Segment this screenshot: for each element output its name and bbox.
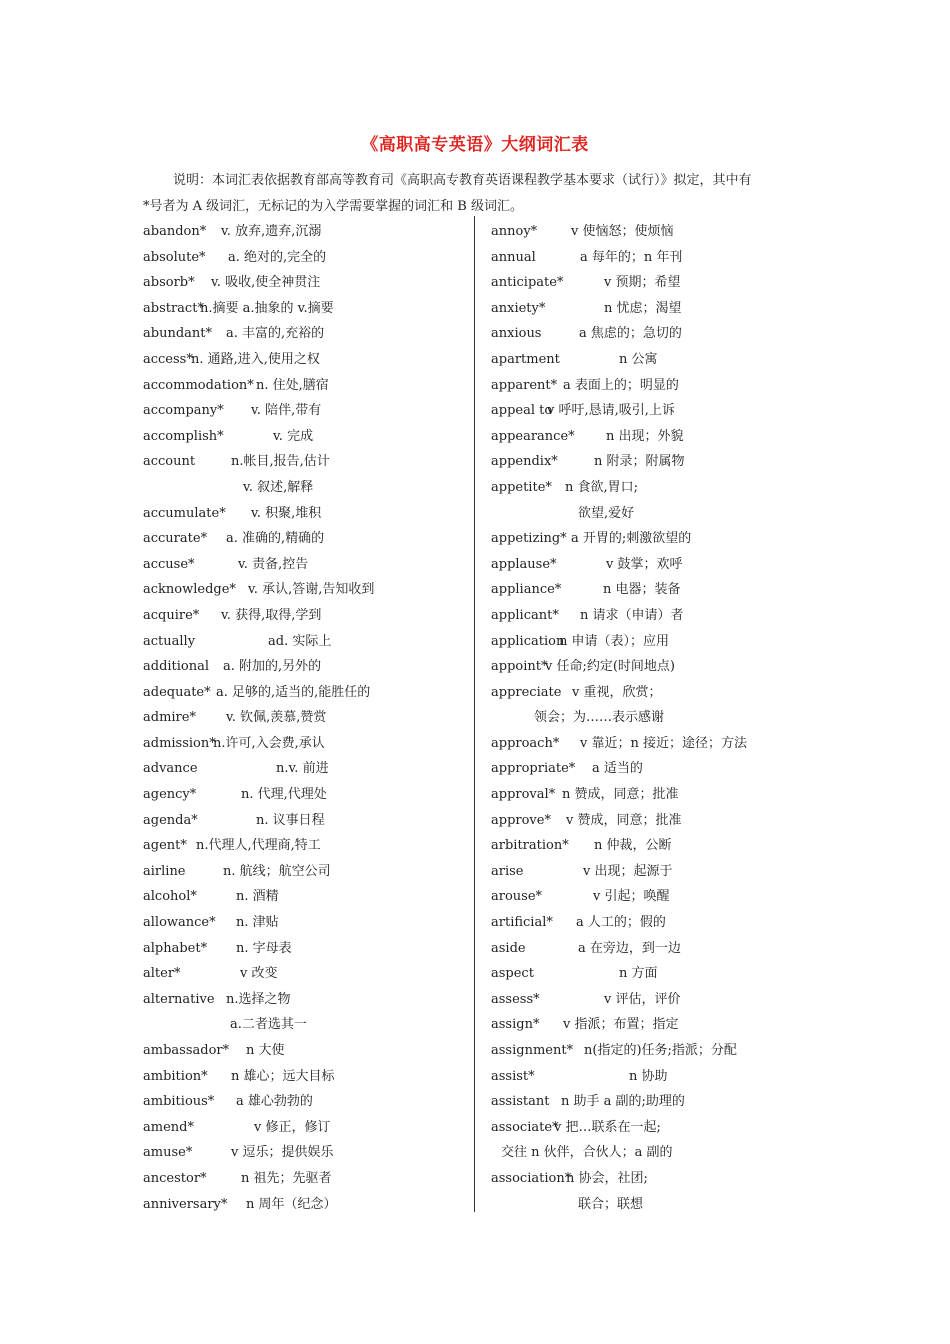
entry-word: association* bbox=[491, 1170, 572, 1186]
entry-word: apartment bbox=[491, 351, 560, 367]
vocab-entry bbox=[491, 654, 821, 680]
vocab-entry bbox=[143, 1089, 473, 1115]
entry-definition: a 在旁边，到一边 bbox=[578, 940, 681, 956]
entry-definition: v. 获得,取得,学到 bbox=[221, 607, 322, 623]
entry-word: acquire* bbox=[143, 607, 200, 623]
entry-definition: n. 代理,代理处 bbox=[241, 787, 327, 803]
vocab-entry bbox=[491, 603, 821, 629]
entry-definition: n. 酒精 bbox=[236, 889, 279, 905]
vocab-entry bbox=[143, 1166, 473, 1192]
entry-word: applicant* bbox=[491, 607, 559, 623]
entry-definition: n 公寓 bbox=[619, 351, 658, 367]
entry-definition: n 食欲,胃口; bbox=[565, 479, 639, 495]
entry-word: assess* bbox=[491, 991, 540, 1007]
entry-word: additional bbox=[143, 659, 210, 675]
vocab-entry bbox=[143, 475, 473, 501]
entry-word: amuse* bbox=[143, 1145, 193, 1161]
entry-definition: a 每年的；n 年刊 bbox=[580, 249, 683, 265]
vocab-entry bbox=[143, 245, 473, 271]
entry-word: appetizing* bbox=[491, 531, 567, 547]
intro-paragraph bbox=[143, 168, 811, 220]
vocab-entry bbox=[143, 1038, 473, 1064]
entry-definition: n 赞成，同意；批准 bbox=[562, 787, 679, 803]
entry-definition: 交往 n 伙伴，合伙人；a 副的 bbox=[501, 1145, 673, 1161]
vocab-entry bbox=[143, 526, 473, 552]
entry-word: allowance* bbox=[143, 915, 216, 931]
entry-word: acknowledge* bbox=[143, 582, 236, 598]
vocab-entry bbox=[143, 296, 473, 322]
entry-definition: v 使恼怒；使烦恼 bbox=[571, 224, 674, 239]
vocab-entry bbox=[143, 629, 473, 655]
vocab-entry bbox=[491, 884, 821, 910]
vocab-entry bbox=[491, 1115, 821, 1141]
vocab-entry bbox=[143, 219, 473, 245]
entry-word: admire* bbox=[143, 710, 196, 726]
vocab-entry bbox=[143, 449, 473, 475]
entry-word: application bbox=[491, 633, 565, 649]
entry-word: ambassador* bbox=[143, 1043, 230, 1058]
entry-word: admission* bbox=[143, 735, 216, 751]
entry-definition: v 逗乐；提供娱乐 bbox=[231, 1145, 334, 1161]
entry-definition: n.选择之物 bbox=[226, 991, 291, 1007]
entry-word: adequate* bbox=[143, 684, 211, 700]
entry-word: anniversary* bbox=[143, 1196, 228, 1212]
vocab-column-right bbox=[491, 219, 821, 1217]
entry-word: associate* bbox=[491, 1119, 559, 1135]
vocab-entry bbox=[491, 552, 821, 578]
entry-word: approval* bbox=[491, 787, 556, 803]
entry-definition: v. 陪伴,带有 bbox=[251, 403, 322, 419]
entry-definition: v 靠近；n 接近；途径；方法 bbox=[580, 735, 747, 751]
entry-definition: v. 叙述,解释 bbox=[243, 479, 314, 495]
vocab-entry bbox=[143, 961, 473, 987]
vocab-entry bbox=[143, 705, 473, 731]
vocab-entry bbox=[491, 629, 821, 655]
entry-definition: a. 丰富的,充裕的 bbox=[226, 326, 325, 342]
vocab-entry bbox=[143, 501, 473, 527]
entry-word: annual bbox=[491, 249, 536, 265]
entry-definition: n. 航线；航空公司 bbox=[223, 863, 331, 879]
vocab-entry bbox=[491, 373, 821, 399]
vocab-entry bbox=[491, 475, 821, 501]
entry-word: alter* bbox=[143, 966, 181, 982]
entry-definition: 欲望,爱好 bbox=[578, 505, 635, 521]
vocab-entry bbox=[491, 1038, 821, 1064]
entry-definition: n.摘要 a.抽象的 v.摘要 bbox=[200, 300, 334, 316]
entry-word: agenda* bbox=[143, 812, 198, 828]
entry-definition: n.许可,入会费,承认 bbox=[213, 735, 325, 751]
entry-word: actually bbox=[143, 633, 196, 649]
vocab-entry bbox=[491, 449, 821, 475]
vocab-entry bbox=[143, 552, 473, 578]
vocab-entry bbox=[143, 603, 473, 629]
vocab-entry bbox=[143, 808, 473, 834]
entry-definition: v 赞成，同意；批准 bbox=[566, 812, 682, 828]
entry-word: abstract* bbox=[143, 300, 204, 316]
entry-word: annoy* bbox=[491, 224, 538, 239]
entry-word: account bbox=[143, 454, 196, 470]
vocab-entry bbox=[143, 936, 473, 962]
entry-word: arise bbox=[491, 863, 524, 879]
vocab-entry bbox=[491, 1064, 821, 1090]
entry-definition: 联合；联想 bbox=[578, 1196, 644, 1212]
vocab-entry bbox=[491, 1012, 821, 1038]
entry-definition: a.二者选其一 bbox=[230, 1017, 307, 1033]
vocab-entry bbox=[143, 654, 473, 680]
entry-definition: n 附录；附属物 bbox=[594, 454, 685, 470]
entry-definition: v. 吸收,使全神贯注 bbox=[211, 275, 321, 291]
entry-word: agent* bbox=[143, 838, 187, 854]
entry-definition: n 雄心；远大目标 bbox=[231, 1068, 335, 1084]
vocab-entry bbox=[491, 1089, 821, 1115]
entry-definition: n 祖先；先驱者 bbox=[241, 1170, 332, 1186]
entry-word: alternative bbox=[143, 991, 215, 1007]
vocab-entry bbox=[491, 245, 821, 271]
vocab-entry bbox=[491, 347, 821, 373]
page-title: 《高职高专英语》大纲词汇表 bbox=[361, 135, 589, 155]
vocab-entry bbox=[143, 347, 473, 373]
vocab-entry bbox=[143, 884, 473, 910]
vocab-entry bbox=[143, 833, 473, 859]
vocab-column-left bbox=[143, 219, 473, 1217]
vocab-entry bbox=[491, 1140, 821, 1166]
vocab-entry bbox=[143, 756, 473, 782]
entry-word: approach* bbox=[491, 735, 560, 751]
entry-word: accuse* bbox=[143, 556, 195, 572]
entry-word: appearance* bbox=[491, 428, 575, 444]
entry-word: appreciate bbox=[491, 684, 562, 700]
entry-word: absorb* bbox=[143, 275, 195, 291]
vocab-entry bbox=[143, 987, 473, 1013]
entry-definition: v 改变 bbox=[240, 966, 278, 982]
entry-definition: 领会；为……表示感谢 bbox=[534, 710, 665, 726]
entry-word: absolute* bbox=[143, 249, 206, 265]
entry-word: accomplish* bbox=[143, 428, 224, 444]
entry-word: appoint* bbox=[491, 659, 548, 675]
intro-line: *号者为 A 级词汇，无标记的为入学需要掌握的词汇和 B 级词汇。 bbox=[143, 199, 523, 214]
vocab-entry bbox=[491, 705, 821, 731]
vocab-entry bbox=[143, 731, 473, 757]
entry-definition: n. 字母表 bbox=[236, 940, 292, 956]
entry-word: accommodation* bbox=[143, 377, 254, 393]
entry-definition: n 忧虑；渴望 bbox=[604, 300, 682, 316]
vocab-entry bbox=[143, 1192, 473, 1218]
vocab-entry bbox=[143, 910, 473, 936]
entry-definition: n 电器；装备 bbox=[603, 582, 681, 598]
entry-definition: a 表面上的；明显的 bbox=[563, 377, 679, 393]
vocab-entry bbox=[143, 1064, 473, 1090]
entry-word: accompany* bbox=[143, 403, 224, 419]
entry-definition: v 出现；起源于 bbox=[583, 863, 673, 879]
entry-definition: ad. 实际上 bbox=[268, 633, 332, 649]
entry-definition: n(指定的)任务;指派；分配 bbox=[584, 1043, 737, 1058]
entry-definition: v. 责备,控告 bbox=[238, 556, 309, 572]
vocab-entry bbox=[491, 526, 821, 552]
entry-word: access* bbox=[143, 351, 193, 367]
vocab-entry bbox=[491, 987, 821, 1013]
vocab-entry bbox=[491, 833, 821, 859]
entry-word: amend* bbox=[143, 1119, 194, 1135]
entry-word: assistant bbox=[491, 1094, 550, 1110]
vocab-entry bbox=[491, 756, 821, 782]
vocab-entry bbox=[491, 219, 821, 245]
vocab-entry bbox=[143, 1140, 473, 1166]
entry-word: appliance* bbox=[491, 582, 562, 598]
entry-definition: v. 积聚,堆积 bbox=[251, 505, 322, 521]
entry-definition: a. 足够的,适当的,能胜任的 bbox=[216, 684, 371, 700]
entry-word: aside bbox=[491, 940, 526, 956]
entry-definition: v. 完成 bbox=[273, 428, 314, 444]
intro-line: 说明：本词汇表依据教育部高等教育司《高职高专教育英语课程教学基本要求（试行）》拟定，其中有 bbox=[173, 173, 752, 188]
entry-word: applause* bbox=[491, 556, 557, 572]
entry-word: ambition* bbox=[143, 1068, 208, 1084]
column-divider bbox=[474, 216, 475, 1212]
entry-word: anxiety* bbox=[491, 300, 546, 316]
vocab-entry bbox=[143, 1115, 473, 1141]
vocab-entry bbox=[491, 808, 821, 834]
vocab-entry bbox=[143, 321, 473, 347]
entry-definition: v 把…联系在一起; bbox=[554, 1119, 661, 1135]
entry-definition: n 助手 a 副的;助理的 bbox=[561, 1094, 685, 1110]
entry-word: airline bbox=[143, 863, 186, 879]
entry-word: anticipate* bbox=[491, 275, 564, 291]
vocab-entry bbox=[491, 424, 821, 450]
entry-definition: a. 附加的,另外的 bbox=[223, 659, 322, 675]
entry-definition: n 协会，社团; bbox=[566, 1170, 648, 1186]
entry-definition: a 人工的；假的 bbox=[576, 915, 666, 931]
vocab-entry bbox=[491, 961, 821, 987]
entry-definition: a 雄心勃勃的 bbox=[236, 1094, 313, 1110]
entry-definition: v 预期；希望 bbox=[604, 275, 681, 291]
vocab-entry bbox=[491, 910, 821, 936]
vocab-entry bbox=[143, 680, 473, 706]
entry-word: abundant* bbox=[143, 326, 212, 342]
vocab-entry bbox=[491, 680, 821, 706]
vocab-entry bbox=[491, 731, 821, 757]
entry-definition: v 修正，修订 bbox=[254, 1119, 331, 1135]
entry-word: approve* bbox=[491, 812, 551, 828]
entry-word: appropriate* bbox=[491, 761, 576, 777]
entry-definition: v 呼吁,恳请,吸引,上诉 bbox=[547, 403, 675, 419]
entry-word: alphabet* bbox=[143, 940, 208, 956]
entry-definition: n 协助 bbox=[629, 1068, 668, 1084]
entry-definition: a 适当的 bbox=[592, 761, 643, 777]
vocab-entry bbox=[491, 1166, 821, 1192]
entry-definition: n 申请（表）；应用 bbox=[559, 633, 670, 649]
entry-word: ancestor* bbox=[143, 1170, 207, 1186]
entry-definition: v. 放弃,遗弃,沉溺 bbox=[221, 224, 322, 239]
entry-definition: n. 住处,膳宿 bbox=[256, 377, 329, 393]
entry-word: assign* bbox=[491, 1017, 540, 1033]
entry-word: advance bbox=[143, 761, 198, 777]
entry-definition: a 开胃的;刺激欲望的 bbox=[571, 531, 692, 547]
entry-definition: n. 通路,进入,使用之权 bbox=[191, 351, 320, 367]
entry-word: alcohol* bbox=[143, 889, 197, 905]
entry-definition: v 重视，欣赏； bbox=[572, 684, 662, 700]
entry-definition: v 引起；唤醒 bbox=[593, 889, 670, 905]
entry-word: assignment* bbox=[491, 1043, 574, 1058]
entry-definition: a 焦虑的；急切的 bbox=[579, 326, 682, 342]
entry-word: arouse* bbox=[491, 889, 543, 905]
entry-definition: n. 议事日程 bbox=[256, 812, 325, 828]
entry-definition: v 指派；布置；指定 bbox=[563, 1017, 679, 1033]
vocab-entry bbox=[491, 296, 821, 322]
entry-word: abandon* bbox=[143, 224, 207, 239]
entry-definition: n 仲裁，公断 bbox=[594, 838, 672, 854]
entry-word: accurate* bbox=[143, 531, 208, 547]
entry-word: anxious bbox=[491, 326, 542, 342]
entry-definition: v. 承认,答谢,告知收到 bbox=[248, 582, 375, 598]
entry-word: apparent* bbox=[491, 377, 558, 393]
entry-word: agency* bbox=[143, 787, 197, 803]
vocab-entry bbox=[491, 270, 821, 296]
entry-definition: n.v. 前进 bbox=[276, 761, 329, 777]
entry-word: appetite* bbox=[491, 479, 552, 495]
entry-definition: v 评估，评价 bbox=[604, 991, 681, 1007]
entry-definition: n 请求（申请）者 bbox=[580, 607, 684, 623]
vocab-entry bbox=[143, 577, 473, 603]
entry-word: accumulate* bbox=[143, 505, 226, 521]
vocab-entry bbox=[143, 424, 473, 450]
entry-definition: n 周年（纪念） bbox=[246, 1196, 337, 1212]
entry-word: artificial* bbox=[491, 915, 553, 931]
entry-definition: n. 津贴 bbox=[236, 915, 279, 931]
vocab-entry bbox=[143, 398, 473, 424]
vocab-entry bbox=[491, 321, 821, 347]
vocab-entry bbox=[491, 501, 821, 527]
vocab-entry bbox=[491, 577, 821, 603]
entry-word: appeal to bbox=[491, 403, 553, 419]
entry-word: arbitration* bbox=[491, 838, 569, 854]
entry-definition: n.代理人,代理商,特工 bbox=[196, 838, 321, 854]
entry-definition: n 大使 bbox=[246, 1043, 285, 1058]
entry-definition: n 出现；外貌 bbox=[606, 428, 684, 444]
vocab-entry bbox=[143, 1012, 473, 1038]
vocab-entry bbox=[491, 1192, 821, 1218]
entry-definition: v 鼓掌；欢呼 bbox=[606, 556, 683, 572]
vocab-entry bbox=[491, 936, 821, 962]
entry-definition: a. 绝对的,完全的 bbox=[228, 249, 327, 265]
entry-definition: v 任命;约定(时间地点) bbox=[545, 659, 676, 675]
vocab-entry bbox=[143, 859, 473, 885]
vocab-entry bbox=[143, 270, 473, 296]
entry-definition: v. 钦佩,羡慕,赞赏 bbox=[226, 710, 327, 726]
vocab-entry bbox=[143, 373, 473, 399]
entry-word: ambitious* bbox=[143, 1094, 215, 1110]
entry-word: assist* bbox=[491, 1068, 535, 1084]
entry-definition: n 方面 bbox=[619, 966, 658, 982]
vocab-entry bbox=[491, 782, 821, 808]
entry-definition: n.帐目,报告,估计 bbox=[231, 454, 330, 470]
entry-word: aspect bbox=[491, 966, 534, 982]
entry-definition: a. 准确的,精确的 bbox=[226, 531, 325, 547]
vocab-entry bbox=[491, 398, 821, 424]
entry-word: appendix* bbox=[491, 454, 558, 470]
vocab-entry bbox=[491, 859, 821, 885]
vocab-entry bbox=[143, 782, 473, 808]
